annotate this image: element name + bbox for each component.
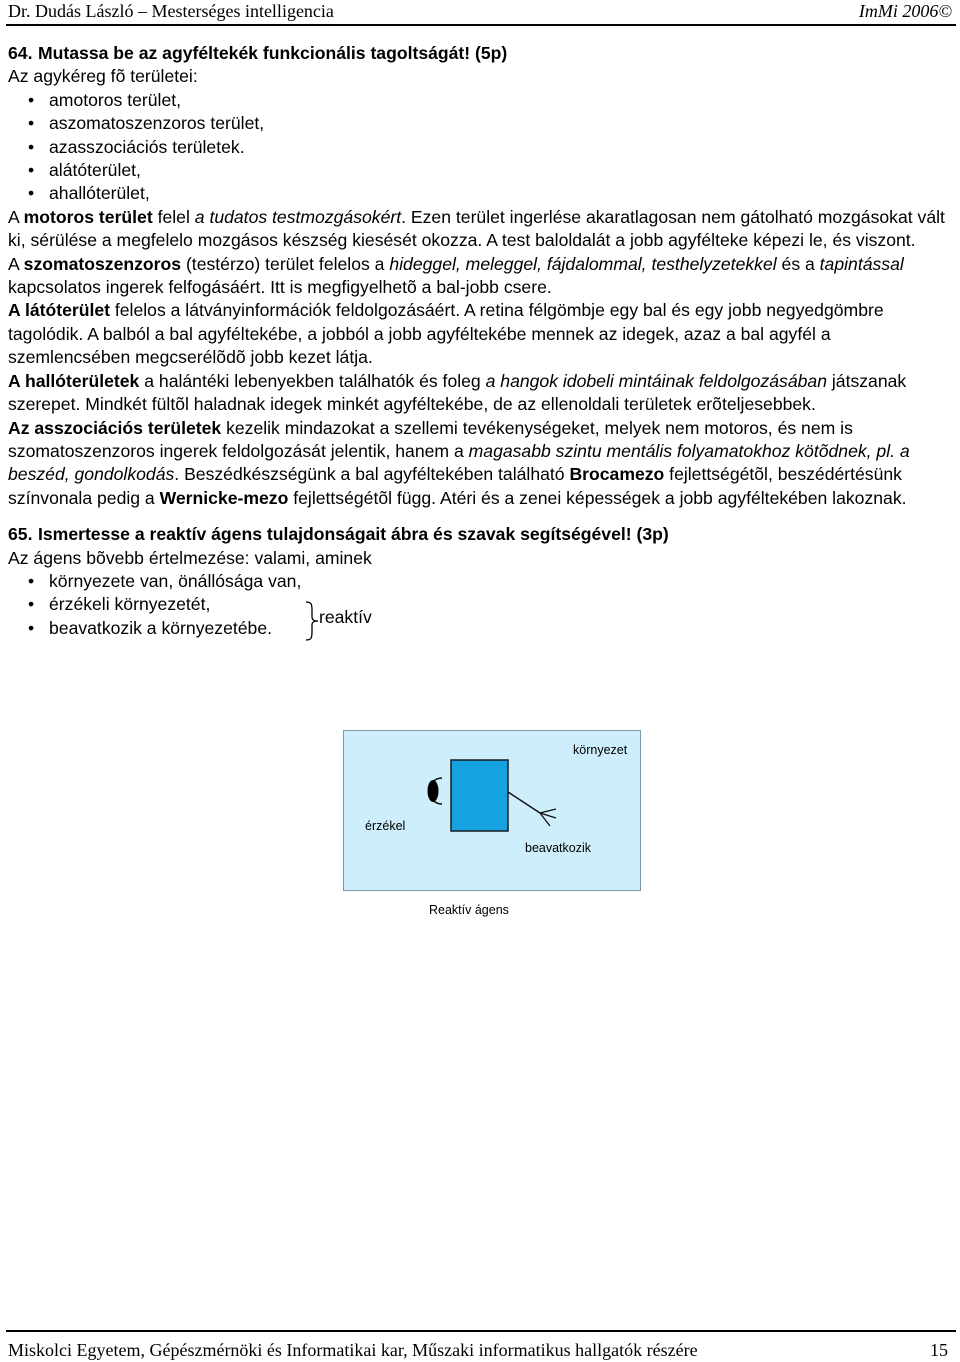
figure-caption: Reaktív ágens <box>429 903 509 917</box>
question-64-title: Mutassa be az agyféltekék funkcionális tagoltságát! (5p) <box>38 43 508 63</box>
curly-brace-icon <box>305 601 319 641</box>
list-item: • beavatkozik a környezetébe. <box>8 617 952 640</box>
paragraph-auditory-area: A hallóterületek a halántéki lebenyekben találhatók és foleg a hangok idobeli mintáinak feldolgozásában játszanak szerepet. Mindkét fültõl haladnak idegek minkét agyféltekébe, de az ellenoldali területek erõteljesebbek. <box>8 370 907 415</box>
paragraph-visual-area: A látóterület felelos a látványinformációk feldolgozásáért. A retina félgömbje egy bal és egy jobb negyedgömbre tagolódik. A balból a bal agyféltekébe, a jobból a jobb agyféltekébe mennek az idegek, azaz a bal agyfél a szemlencsében megcserélõdõ jobb kezet látja. <box>8 300 884 368</box>
footer-rule <box>6 1330 956 1332</box>
paragraph-motor-area: A motoros terület felel a tudatos testmozgásokért. Ezen terület ingerlése akaratlagosan nem gátolható mozgásokat vált ki, sérülése a megfelelo mozgásos készség kiesését okozza. A test baloldalát a jobb agyfélteke képezi le, és viszont. <box>8 206 945 251</box>
header-rule <box>6 24 956 26</box>
act-label: beavatkozik <box>525 841 592 855</box>
page-footer <box>6 1330 956 1360</box>
list-item: • környezete van, önállósága van, <box>8 570 952 593</box>
list-item: • azasszociációs területek. <box>8 136 952 159</box>
question-65-heading <box>8 523 952 546</box>
paragraph-association-areas: Az asszociációs területek kezelik mindazokat a szellemi tevékenységeket, melyek nem motoros, és nem is szomatoszenzoros ingerek feldolgozását jelentik, hanem a magasabb szintu mentális folyamatokhoz kötõdnek, pl. a beszéd, gondolkodás. Beszédkészségünk a bal agyféltekében található Brocamezo fejlettségétõl, beszédértésünk színvonala pedig a Wernicke-mezo fejlettségétõl függ. Atéri és a zenei képességek a jobb agyféltekében lakoznak. <box>8 417 910 508</box>
page-header <box>6 0 956 24</box>
question-65-intro: Az ágens bõvebb értelmezése: valami, aminek <box>8 547 372 568</box>
eye-pupil-icon <box>428 780 439 802</box>
agent-properties-group <box>8 570 952 640</box>
environment-label: környezet <box>573 743 628 757</box>
reactive-agent-diagram <box>343 730 641 891</box>
reactive-label: reaktív <box>319 606 372 627</box>
agent-square <box>451 760 508 831</box>
list-item: • alátóterület, <box>8 159 952 182</box>
paragraph-somatosensory-area: A szomatoszenzoros (testérzo) terület felelos a hideggel, meleggel, fájdalommal, testhelyzetekkel és a tapintással kapcsolatos ingerek felfogásáért. Itt is megfigyelhetõ a bal-jobb csere. <box>8 253 904 298</box>
question-64-number: 64. <box>8 43 33 63</box>
sense-label: érzékel <box>365 819 406 833</box>
question-64-intro: Az agykéreg fõ területei: <box>8 66 198 87</box>
agent-properties-list <box>8 570 952 640</box>
header-right-text: ImMi 2006© <box>858 1 952 21</box>
question-65-title: Ismertesse a reaktív ágens tulajdonságait ábra és szavak segítségével! (3p) <box>38 524 669 545</box>
list-item: • aszomatoszenzoros terület, <box>8 112 952 135</box>
page-number: 15 <box>930 1340 948 1360</box>
section-spacer <box>8 510 952 523</box>
brain-areas-list <box>8 89 952 206</box>
header-left-text: Dr. Dudás László – Mesterséges intelligencia <box>8 1 334 21</box>
list-item: • ahallóterület, <box>8 182 952 205</box>
question-64-heading <box>8 42 952 65</box>
document-body <box>8 42 952 640</box>
list-item: • amotoros terület, <box>8 89 952 112</box>
question-65-number: 65. <box>8 524 33 545</box>
list-item: • érzékeli környezetét, <box>8 593 952 616</box>
footer-left-text: Miskolci Egyetem, Gépészmérnöki és Informatikai kar, Műszaki informatikus hallgatók részére <box>8 1340 698 1360</box>
